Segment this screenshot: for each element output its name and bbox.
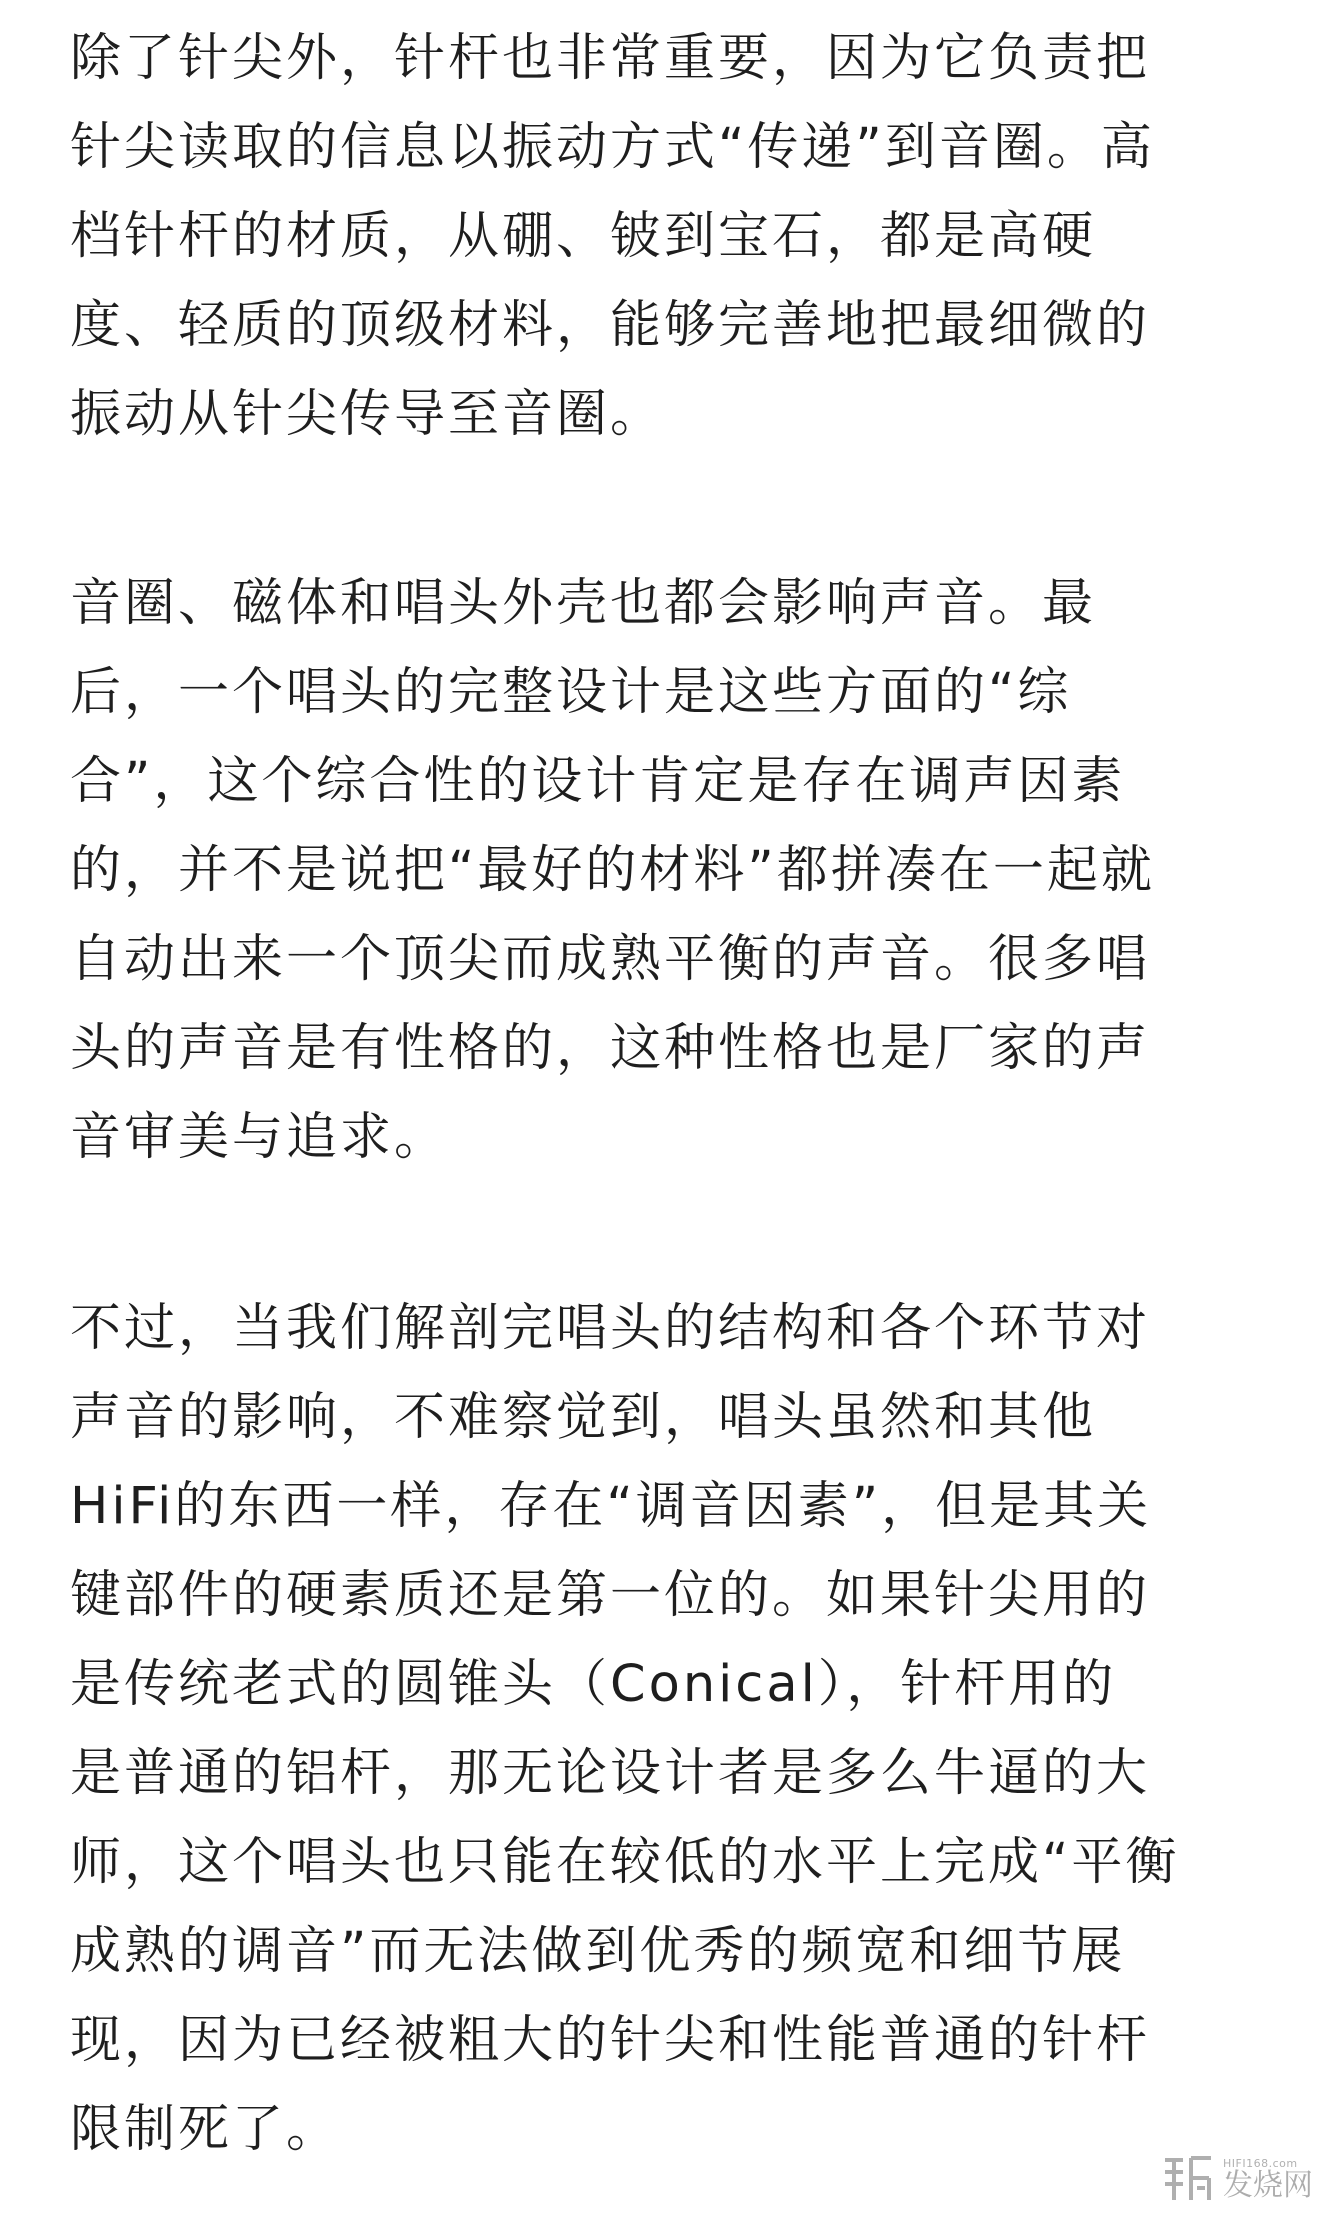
text-line: 的，并不是说把“最好的材料”都拼凑在一起就 bbox=[70, 841, 1155, 900]
text-line: 是传统老式的圆锥头（Conical），针杆用的 bbox=[70, 1655, 1117, 1714]
text-line: 后，一个唱头的完整设计是这些方面的“综 bbox=[70, 663, 1072, 722]
text-line: 音圈、磁体和唱头外壳也都会影响声音。最 bbox=[70, 574, 1097, 633]
text-line: 除了针尖外，针杆也非常重要，因为它负责把 bbox=[70, 29, 1151, 88]
text-line: 合”，这个综合性的设计肯定是存在调声因素 bbox=[70, 752, 1126, 811]
text-line: 声音的影响，不难察觉到，唱头虽然和其他 bbox=[70, 1388, 1097, 1447]
text-line: 现，因为已经被粗大的针尖和性能普通的针杆 bbox=[70, 2011, 1151, 2070]
text-line: 度、轻质的顶级材料，能够完善地把最细微的 bbox=[70, 296, 1151, 355]
text-line: 师，这个唱头也只能在较低的水平上完成“平衡 bbox=[70, 1833, 1180, 1892]
text-line: 限制死了。 bbox=[70, 2100, 341, 2159]
watermark-text bbox=[1223, 2158, 1313, 2201]
text-line: 自动出来一个顶尖而成熟平衡的声音。很多唱 bbox=[70, 930, 1151, 989]
text-line: 是普通的铝杆，那无论设计者是多么牛逼的大 bbox=[70, 1744, 1151, 1803]
text-line: HiFi的东西一样，存在“调音因素”，但是其关 bbox=[70, 1477, 1152, 1536]
text-line: 振动从针尖传导至音圈。 bbox=[70, 385, 665, 444]
watermark-domain: HIFI168.com bbox=[1223, 2156, 1298, 2170]
text-line: 档针杆的材质，从硼、铍到宝石，都是高硬 bbox=[70, 207, 1097, 266]
site-watermark bbox=[1159, 2150, 1325, 2208]
paragraph-1 bbox=[70, 14, 1155, 459]
text-line: 键部件的硬素质还是第一位的。如果针尖用的 bbox=[70, 1566, 1151, 1625]
text-line: 成熟的调音”而无法做到优秀的频宽和细节展 bbox=[70, 1922, 1126, 1981]
text-line: 不过，当我们解剖完唱头的结构和各个环节对 bbox=[70, 1299, 1151, 1358]
text-line: 针尖读取的信息以振动方式“传递”到音圈。高 bbox=[70, 118, 1155, 177]
hifi168-logo-icon bbox=[1159, 2152, 1217, 2206]
text-line: 音审美与追求。 bbox=[70, 1108, 449, 1167]
text-line: 头的声音是有性格的，这种性格也是厂家的声 bbox=[70, 1019, 1151, 1078]
paragraph-2 bbox=[70, 559, 1155, 1182]
watermark-name: 发烧网 bbox=[1223, 2167, 1313, 2203]
paragraph-3 bbox=[70, 1284, 1179, 2174]
